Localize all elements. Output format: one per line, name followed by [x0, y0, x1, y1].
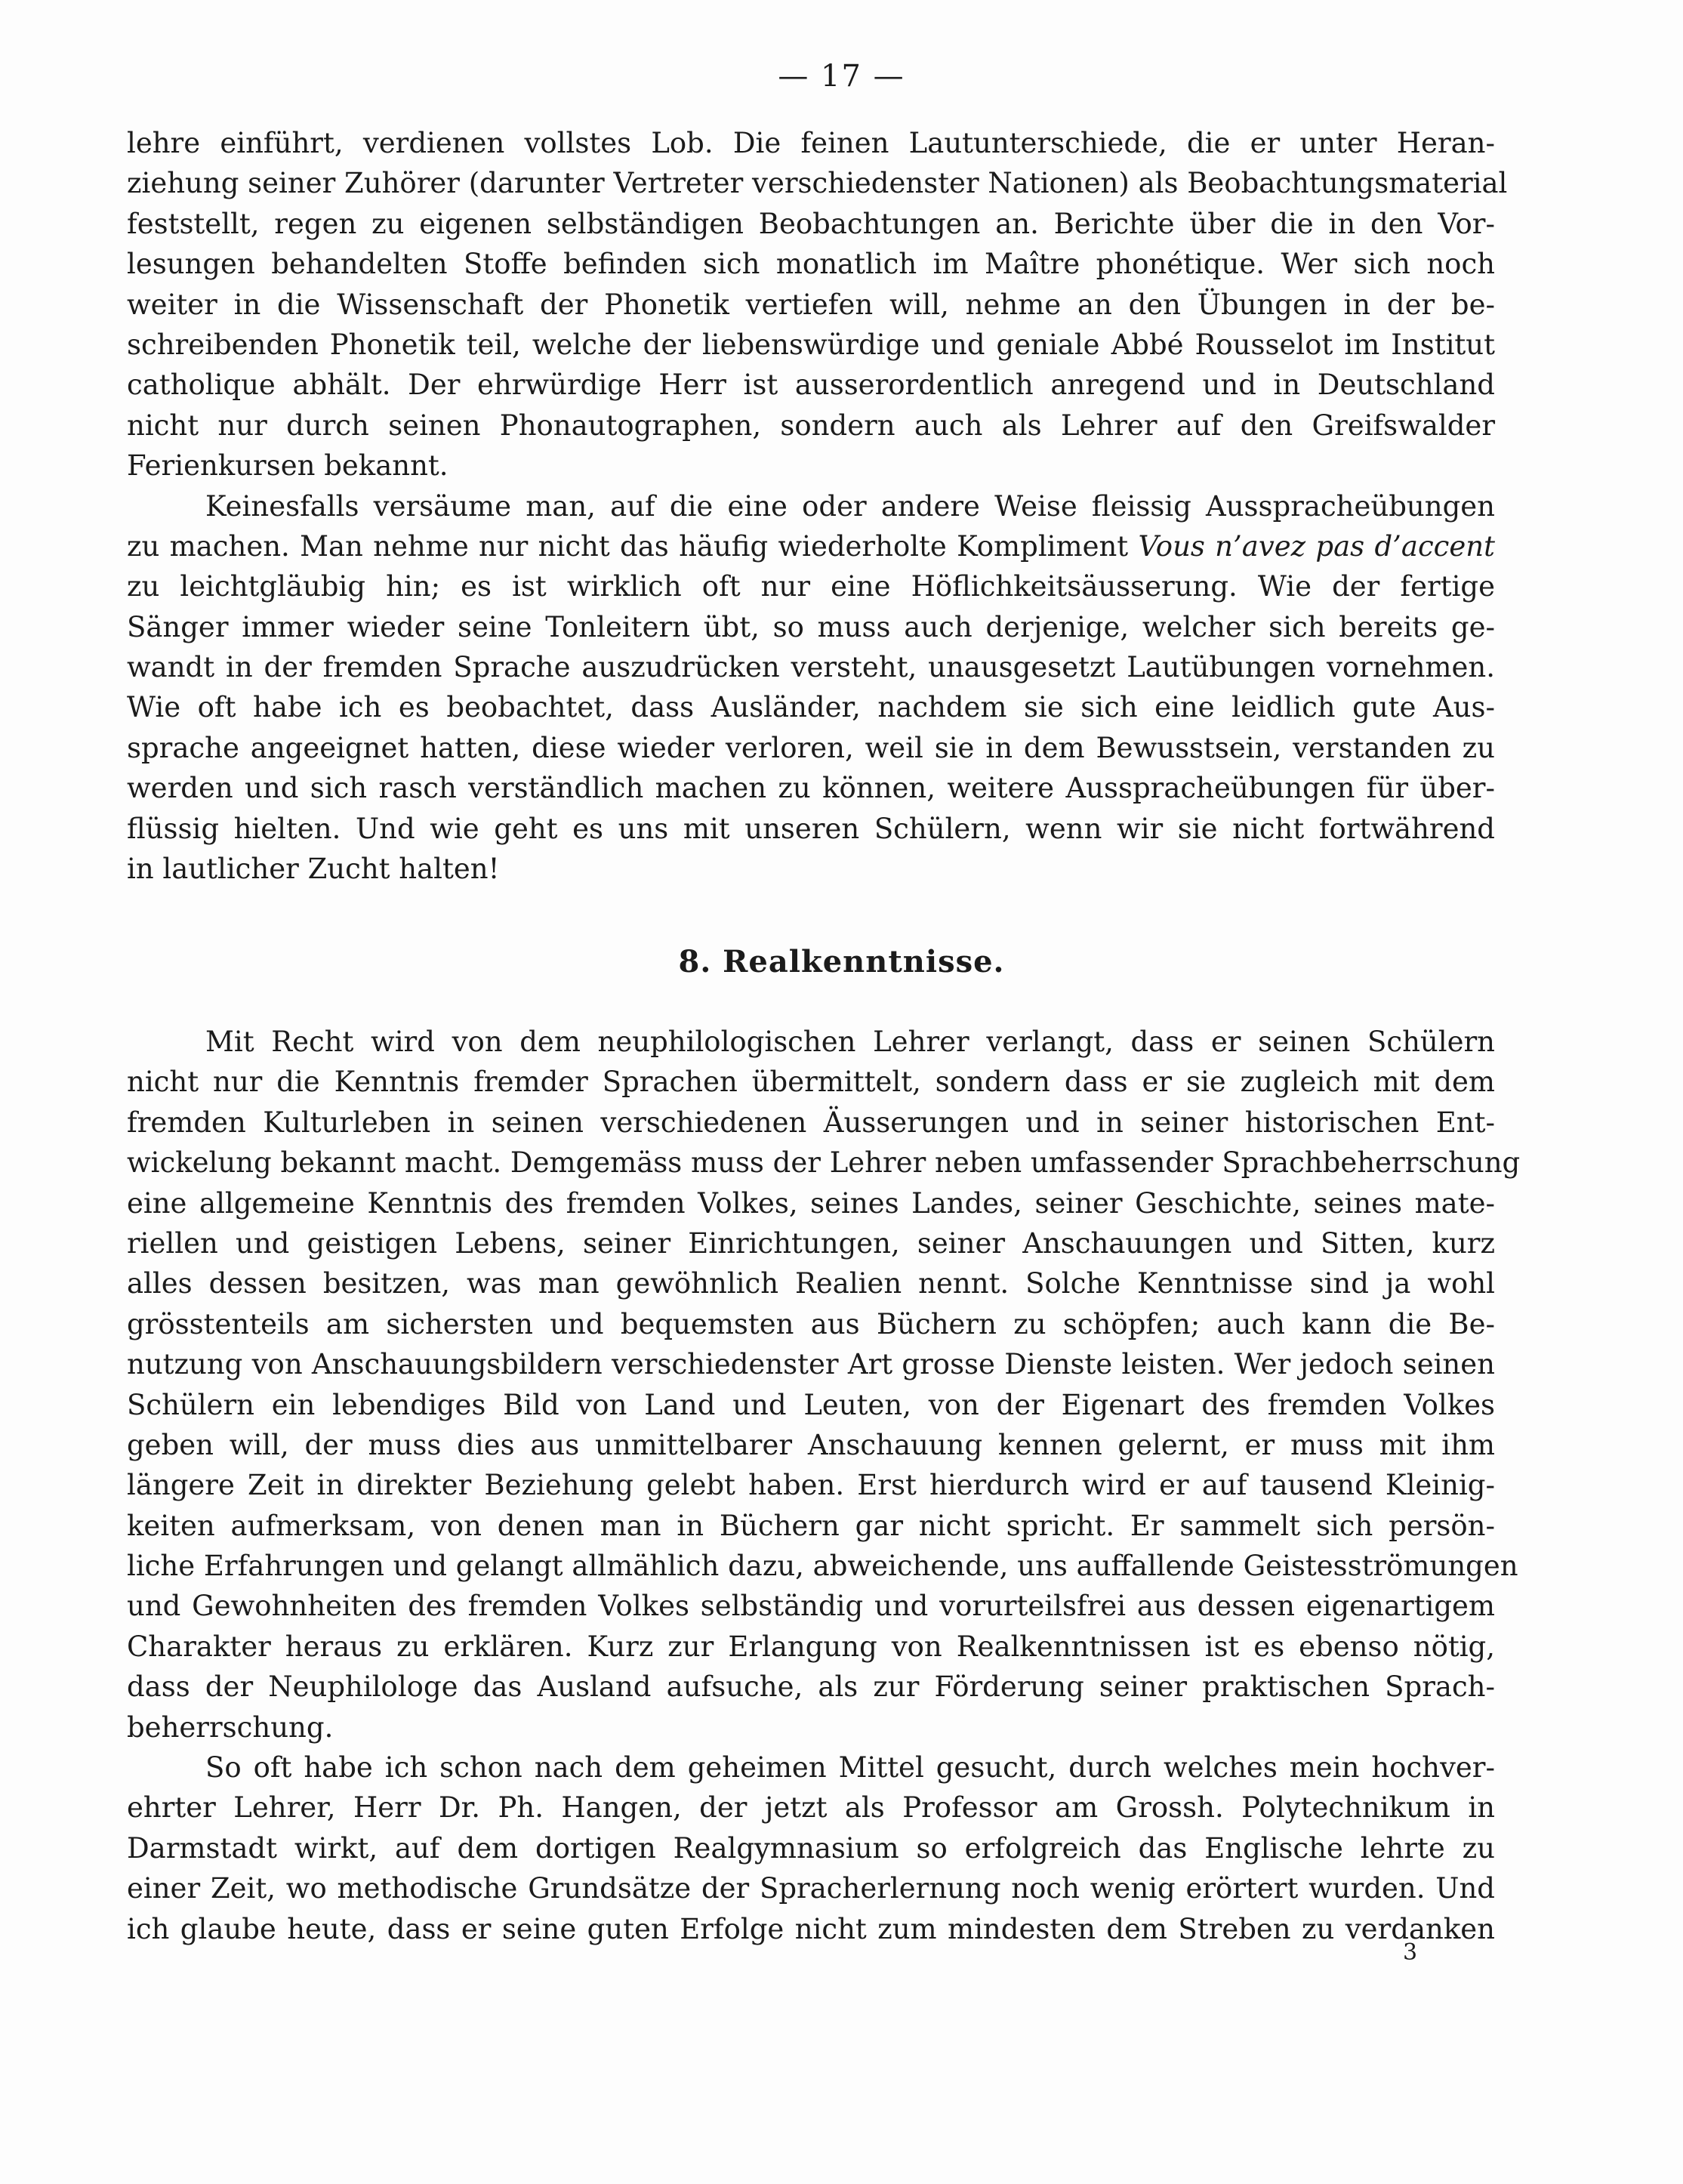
section-heading: 8. Realkenntnisse. [678, 944, 1005, 979]
text-line: ehrter Lehrer, Herr Dr. Ph. Hangen, der jetzt als Professor am Grossh. Polytechnikum in [127, 1791, 1495, 1825]
text-line: lehre einführt, verdienen vollstes Lob. Die feinen Lautunterschiede, die er unter Heran- [127, 127, 1495, 159]
text-line: catholique abhält. Der ehrwürdige Herr ist ausserordentlich anregend und in Deutschland [127, 369, 1495, 402]
text-line: feststellt, regen zu eigenen selbständigen Beobachtungen an. Berichte über die in den Vor- [127, 207, 1495, 240]
text-line: ich glaube heute, dass er seine guten Erfolge nicht zum mindesten dem Streben zu verdanken [127, 1912, 1495, 1945]
text-line: längere Zeit in direkter Beziehung gelebt haben. Erst hierdurch wird er auf tausend Kleinig- [127, 1469, 1495, 1502]
paragraph-aussprache [127, 486, 1495, 890]
text-line: nicht nur die Kenntnis fremder Sprachen übermittelt, sondern dass er sie zugleich mit dem [127, 1066, 1495, 1099]
text-line: zu leichtgläubig hin; es ist wirklich oft nur eine Höflichkeitsäusserung. Wie der fertige [127, 570, 1495, 603]
paragraph-phonetik [127, 123, 1508, 486]
text-line: flüssig hielten. Und wie geht es uns mit unseren Schülern, wenn wir sie nicht fortwährend [127, 812, 1495, 845]
text-block-lower [127, 1022, 1521, 1949]
text-line: wickelung bekannt macht. Demgemäss muss der Lehrer neben umfassender Sprachbeherrschung [127, 1146, 1521, 1180]
text-line: Ferienkursen bekannt. [127, 449, 448, 483]
text-line: nutzung von Anschauungsbildern verschiedenster Art grosse Dienste leisten. Wer jedoch seinen [127, 1348, 1495, 1381]
text-line: Sänger immer wieder seine Tonleitern übt, so muss auch derjenige, welcher sich bereits ge- [127, 610, 1495, 643]
text-line: Darmstadt wirkt, auf dem dortigen Realgymnasium so erfolgreich das Englische lehrte zu [127, 1831, 1495, 1865]
text-line: fremden Kulturleben in seinen verschiedenen Äusserungen und in seiner historischen Ent- [127, 1106, 1495, 1139]
text-line: dass der Neuphilologe das Ausland aufsuche, als zur Förderung seiner praktischen Sprach- [127, 1670, 1495, 1704]
text-line: Charakter heraus zu erklären. Kurz zur Erlangung von Realkenntnissen ist es ebenso nötig, [127, 1630, 1495, 1663]
text-line: wandt in der fremden Sprache auszudrücken versteht, unausgesetzt Lautübungen vornehmen. [127, 651, 1495, 684]
text-line: keiten aufmerksam, von denen man in Büchern gar nicht spricht. Er sammelt sich persön- [127, 1509, 1495, 1542]
text-line: weiter in die Wissenschaft der Phonetik vertiefen will, nehme an den Übungen in der be- [127, 288, 1495, 321]
text-line [127, 526, 1495, 566]
text-line: liche Erfahrungen und gelangt allmählich dazu, abweichende, uns auffallende Geistesströmungen [127, 1550, 1518, 1583]
text-line: werden und sich rasch verständlich machen zu können, weitere Ausspracheübungen für über- [127, 772, 1495, 805]
text-line: einer Zeit, wo methodische Grundsätze der Spracherlernung noch wenig erörtert wurden. Und [127, 1872, 1495, 1905]
text-line: nicht nur durch seinen Phonautographen, sondern auch als Lehrer auf den Greifswalder [127, 409, 1495, 442]
text-line: alles dessen besitzen, was man gewöhnlich Realien nennt. Solche Kenntnisse sind ja wohl [127, 1267, 1495, 1300]
text-line: eine allgemeine Kenntnis des fremden Volkes, seines Landes, seiner Geschichte, seines mate- [127, 1186, 1495, 1220]
text-block-upper [127, 123, 1508, 889]
text-line: ziehung seiner Zuhörer (darunter Vertreter verschiedenster Nationen) als Beobachtungsmaterial [127, 167, 1508, 200]
paragraph-realkenntnisse [127, 1022, 1521, 1748]
paragraph-hangen [127, 1748, 1495, 1949]
signature-mark: 3 [1403, 1939, 1418, 1966]
text-line: riellen und geistigen Lebens, seiner Einrichtungen, seiner Anschauungen und Sitten, kurz [127, 1226, 1495, 1260]
text-line: So oft habe ich schon nach dem geheimen Mittel gesucht, durch welches mein hochver- [205, 1751, 1495, 1785]
text-line: Mit Recht wird von dem neuphilologischen Lehrer verlangt, dass er seinen Schülern [205, 1026, 1495, 1058]
text-line: geben will, der muss dies aus unmittelbarer Anschauung kennen gelernt, er muss mit ihm [127, 1428, 1495, 1461]
text-line: schreibenden Phonetik teil, welche der liebenswürdige und geniale Abbé Rousselot im Institut [127, 328, 1495, 361]
text-line: und Gewohnheiten des fremden Volkes selbständig und vorurteilsfrei aus dessen eigenartigem [127, 1590, 1495, 1623]
italic-quote: Vous n’avez pas d’accent [1138, 529, 1496, 563]
text-line: lesungen behandelten Stoffe befinden sich monatlich im Maître phonétique. Wer sich noch [127, 248, 1495, 281]
text-line: Wie oft habe ich es beobachtet, dass Ausländer, nachdem sie sich eine leidlich gute Aus- [127, 691, 1495, 724]
text-span: zu machen. Man nehme nur nicht das häufig wiederholte Kompliment [127, 529, 1139, 563]
text-line: grösstenteils am sichersten und bequemsten aus Büchern zu schöpfen; auch kann die Be- [127, 1307, 1495, 1340]
text-line: Schülern ein lebendiges Bild von Land und Leuten, von der Eigenart des fremden Volkes [127, 1388, 1495, 1421]
text-line: Keinesfalls versäume man, auf die eine oder andere Weise fleissig Ausspracheübungen [205, 489, 1495, 523]
text-line: beherrschung. [127, 1710, 334, 1744]
text-line: in lautlicher Zucht halten! [127, 853, 500, 886]
page-number: — 17 — [778, 59, 905, 94]
text-line: sprache angeeignet hatten, diese wieder verloren, weil sie in dem Bewusstsein, verstanden zu [127, 731, 1495, 764]
